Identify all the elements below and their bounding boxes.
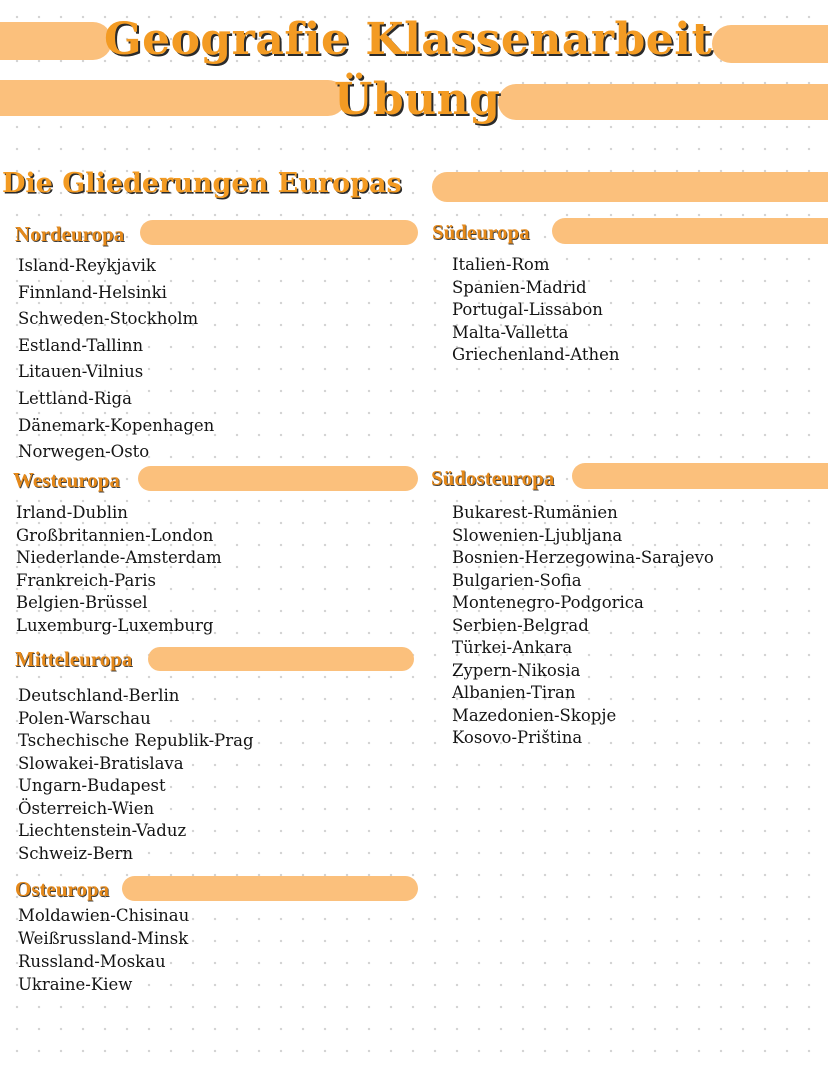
suedosteuropa-highlight (572, 463, 828, 489)
list-item: Bulgarien-Sofia (452, 570, 582, 590)
list-item: Türkei-Ankara (452, 638, 573, 657)
nordeuropa-highlight (140, 220, 418, 245)
region-heading-suedosteuropa: Südosteuropa (431, 466, 555, 490)
list-item: Finnland-Helsinki (18, 282, 167, 302)
title-highlight-right (712, 25, 828, 63)
page-title-line-1: Geografie Klassenarbeit (104, 14, 713, 65)
list-item: Serbien-Belgrad (452, 615, 589, 635)
list-item: Belgien-Brüssel (16, 593, 148, 612)
list-item: Polen-Warschau (18, 708, 151, 728)
list-item: Bukarest-Rumänien (452, 503, 618, 522)
list-item: Litauen-Vilnius (18, 362, 144, 382)
list-item: Slowenien-Ljubljana (452, 525, 623, 545)
list-item: Weißrussland-Minsk (18, 929, 189, 948)
list-item: Großbritannien-London (16, 525, 214, 545)
list-item: Norwegen-Osto (18, 442, 150, 462)
list-suedeuropa (452, 254, 620, 367)
list-item: Lettland-Riga (18, 388, 132, 408)
section-title: Die Gliederungen Europas (2, 168, 402, 199)
list-item: Spanien-Madrid (452, 277, 587, 297)
region-heading-suedeuropa: Südeuropa (432, 220, 530, 244)
osteuropa-highlight (122, 876, 418, 901)
list-suedosteuropa (452, 502, 714, 750)
list-item: Mazedonien-Skopje (452, 705, 617, 725)
list-item: Portugal-Lissabon (452, 300, 603, 319)
list-item: Albanien-Tiran (452, 683, 576, 702)
list-item: Schweden-Stockholm (18, 309, 199, 329)
region-heading-westeuropa: Westeuropa (13, 468, 120, 492)
suedeuropa-highlight (552, 218, 828, 244)
list-westeuropa (16, 502, 222, 637)
list-item: Malta-Valletta (452, 322, 569, 342)
region-heading-nordeuropa: Nordeuropa (15, 222, 125, 246)
westeuropa-highlight (138, 466, 418, 491)
list-item: Schweiz-Bern (18, 843, 134, 863)
list-item: Griechenland-Athen (452, 345, 620, 364)
list-item: Zypern-Nikosia (452, 660, 581, 680)
list-item: Slowakei-Bratislava (18, 753, 184, 773)
list-item: Deutschland-Berlin (18, 686, 180, 705)
title-highlight-line2-right (498, 84, 828, 120)
list-item: Irland-Dublin (16, 503, 128, 522)
region-heading-osteuropa: Osteuropa (15, 877, 110, 901)
list-item: Bosnien-Herzegowina-Sarajevo (452, 548, 714, 567)
list-item: Montenegro-Podgorica (452, 593, 644, 612)
mitteleuropa-highlight (148, 647, 414, 671)
title-highlight-left (0, 22, 112, 60)
list-item: Moldawien-Chisinau (18, 906, 190, 925)
list-nordeuropa (18, 253, 214, 466)
page-title-line-2: Übung (334, 74, 501, 125)
list-item: Kosovo-Priština (452, 728, 583, 747)
list-item: Niederlande-Amsterdam (16, 548, 222, 567)
list-item: Österreich-Wien (18, 798, 155, 818)
list-item: Dänemark-Kopenhagen (18, 415, 215, 435)
list-item: Ukraine-Kiew (18, 975, 133, 994)
list-item: Luxemburg-Luxemburg (16, 615, 214, 635)
section-title-highlight (432, 172, 828, 202)
list-item: Frankreich-Paris (16, 570, 157, 590)
list-item: Liechtenstein-Vaduz (18, 821, 187, 840)
list-mitteleuropa (18, 685, 254, 865)
list-item: Island-Reykjavik (18, 256, 156, 275)
list-item: Tschechische Republik-Prag (18, 731, 254, 750)
region-heading-mitteleuropa: Mitteleuropa (15, 647, 133, 671)
list-item: Estland-Tallinn (18, 335, 144, 355)
list-item: Italien-Rom (452, 255, 550, 274)
list-item: Ungarn-Budapest (18, 776, 166, 795)
title-highlight-line2-left (0, 80, 346, 116)
list-item: Russland-Moskau (18, 952, 166, 971)
list-osteuropa (18, 904, 189, 996)
